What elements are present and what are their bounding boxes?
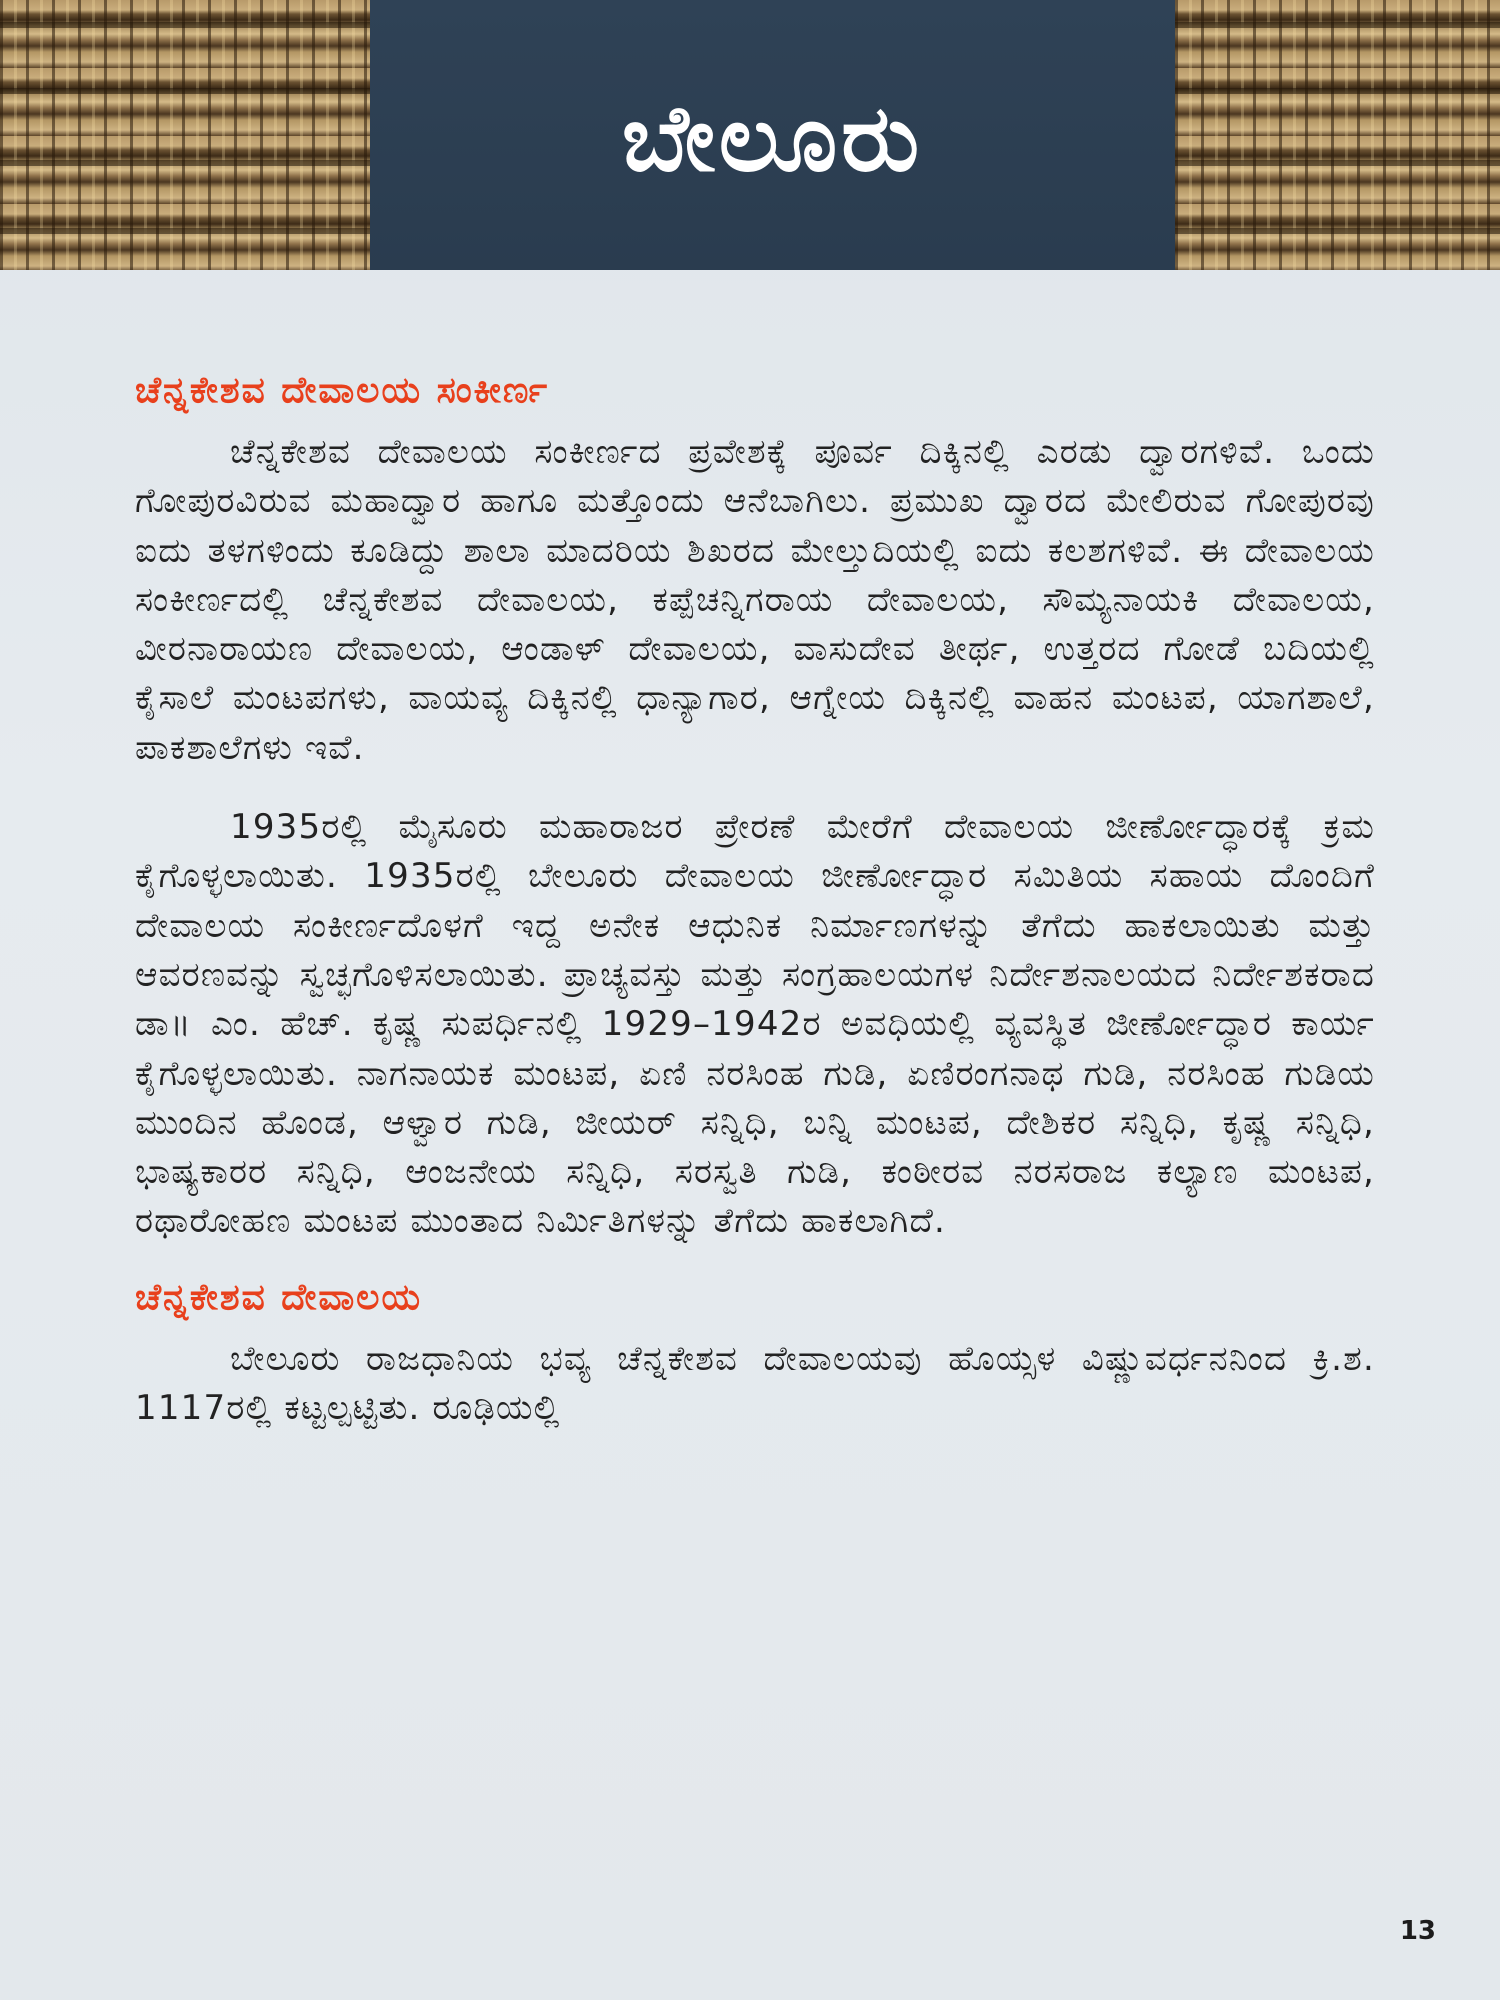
section-heading: ಚೆನ್ನಕೇಶವ ದೇವಾಲಯ ಸಂಕೀರ್ಣ xyxy=(135,370,550,411)
paragraph: ಬೇಲೂರು ರಾಜಧಾನಿಯ ಭವ್ಯ ಚೆನ್ನಕೇಶವ ದೇವಾಲಯವು ಹೊಯ್ಸಳ ವಿಷ್ಣುವರ್ಧನನಿಂದ ಕ್ರಿ.ಶ. 1117ರಲ್ಲಿ ಕಟ್ಟಲ್ಪಟ್ಟಿತು. ರೂಢಿಯಲ್ಲಿ xyxy=(135,1338,1375,1429)
section-chennakeshava-temple xyxy=(135,1277,1375,1434)
paragraph: ಚೆನ್ನಕೇಶವ ದೇವಾಲಯ ಸಂಕೀರ್ಣದ ಪ್ರವೇಶಕ್ಕೆ ಪೂರ್ವ ದಿಕ್ಕಿನಲ್ಲಿ ಎರಡು ದ್ವಾರಗಳಿವೆ. ಒಂದು ಗೋಪುರವಿರುವ ಮಹಾದ್ವಾರ ಹಾಗೂ ಮತ್ತೊಂದು ಆನೆಬಾಗಿಲು. ಪ್ರಮುಖ ದ್ವಾರದ ಮೇಲಿರುವ ಗೋಪುರವು ಐದು ತಳಗಳಿಂದು ಕೂಡಿದ್ದು ಶಾಲಾ ಮಾದರಿಯ ಶಿಖರದ ಮೇಲ್ತುದಿಯಲ್ಲಿ ಐದು ಕಲಶಗಳಿವೆ. ಈ ದೇವಾಲಯ ಸಂಕೀರ್ಣದಲ್ಲಿ ಚೆನ್ನಕೇಶವ ದೇವಾಲಯ, ಕಪ್ಪೆಚನ್ನಿಗರಾಯ ದೇವಾಲಯ, ಸೌಮ್ಯನಾಯಕಿ ದೇವಾಲಯ, ವೀರನಾರಾಯಣ ದೇವಾಲಯ, ಆಂಡಾಳ್ ದೇವಾಲಯ, ವಾಸುದೇವ ತೀರ್ಥ, ಉತ್ತರದ ಗೋಡೆ ಬದಿಯಲ್ಲಿ ಕೈಸಾಲೆ ಮಂಟಪಗಳು, ವಾಯವ್ಯ ದಿಕ್ಕಿನಲ್ಲಿ ಧಾನ್ಯಾಗಾರ, ಆಗ್ನೇಯ ದಿಕ್ಕಿನಲ್ಲಿ ವಾಹನ ಮಂಟಪ, ಯಾಗಶಾಲೆ, ಪಾಕಶಾಲೆಗಳು ಇವೆ. xyxy=(135,432,1375,768)
paragraph: 1935ರಲ್ಲಿ ಮೈಸೂರು ಮಹಾರಾಜರ ಪ್ರೇರಣೆ ಮೇರೆಗೆ ದೇವಾಲಯ ಜೀರ್ಣೋದ್ಧಾರಕ್ಕೆ ಕ್ರಮ ಕೈಗೊಳ್ಳಲಾಯಿತು. 1935ರಲ್ಲಿ ಬೇಲೂರು ದೇವಾಲಯ ಜೀರ್ಣೋದ್ಧಾರ ಸಮಿತಿಯ ಸಹಾಯ ದೊಂದಿಗೆ ದೇವಾಲಯ ಸಂಕೀರ್ಣದೊಳಗೆ ಇದ್ದ ಅನೇಕ ಆಧುನಿಕ ನಿರ್ಮಾಣಗಳನ್ನು ತೆಗೆದು ಹಾಕಲಾಯಿತು ಮತ್ತು ಆವರಣವನ್ನು ಸ್ವಚ್ಛಗೊಳಿಸಲಾಯಿತು. ಪ್ರಾಚ್ಯವಸ್ತು ಮತ್ತು ಸಂಗ್ರಹಾಲಯಗಳ ನಿರ್ದೇಶನಾಲಯದ ನಿರ್ದೇಶಕರಾದ ಡಾ॥ ಎಂ. ಹೆಚ್. ಕೃಷ್ಣ ಸುಪರ್ಧಿನಲ್ಲಿ 1929–1942ರ ಅವಧಿಯಲ್ಲಿ ವ್ಯವಸ್ಥಿತ ಜೀರ್ಣೋದ್ಧಾರ ಕಾರ್ಯ ಕೈಗೊಳ್ಳಲಾಯಿತು. ನಾಗನಾಯಕ ಮಂಟಪ, ಏಣಿ ನರಸಿಂಹ ಗುಡಿ, ಏಣಿರಂಗನಾಥ ಗುಡಿ, ನರಸಿಂಹ ಗುಡಿಯ ಮುಂದಿನ ಹೊಂಡ, ಆಳ್ವಾರ ಗುಡಿ, ಜೀಯರ್ ಸನ್ನಿಧಿ, ಬನ್ನಿ ಮಂಟಪ, ದೇಶಿಕರ ಸನ್ನಿಧಿ, ಕೃಷ್ಣ ಸನ್ನಿಧಿ, ಭಾಷ್ಯಕಾರರ ಸನ್ನಿಧಿ, ಆಂಜನೇಯ ಸನ್ನಿಧಿ, ಸರಸ್ವತಿ ಗುಡಿ, ಕಂಠೀರವ ನರಸರಾಜ ಕಲ್ಯಾಣ ಮಂಟಪ, ರಥಾರೋಹಣ ಮಂಟಪ ಮುಂತಾದ ನಿರ್ಮಿತಿಗಳನ್ನು ತೆಗೆದು ಹಾಕಲಾಗಿದೆ. xyxy=(135,807,1375,1242)
page-title: ಬೇಲೂರು xyxy=(621,84,924,192)
page-number: 13 xyxy=(1399,1916,1436,1946)
section-temple-complex xyxy=(135,370,1375,1247)
title-panel xyxy=(370,0,1175,270)
article-body xyxy=(135,370,1375,1463)
temple-carving-image-left xyxy=(0,0,370,270)
header-banner xyxy=(0,0,1500,270)
section-heading: ಚೆನ್ನಕೇಶವ ದೇವಾಲಯ xyxy=(135,1276,423,1318)
temple-carving-image-right xyxy=(1175,0,1500,270)
